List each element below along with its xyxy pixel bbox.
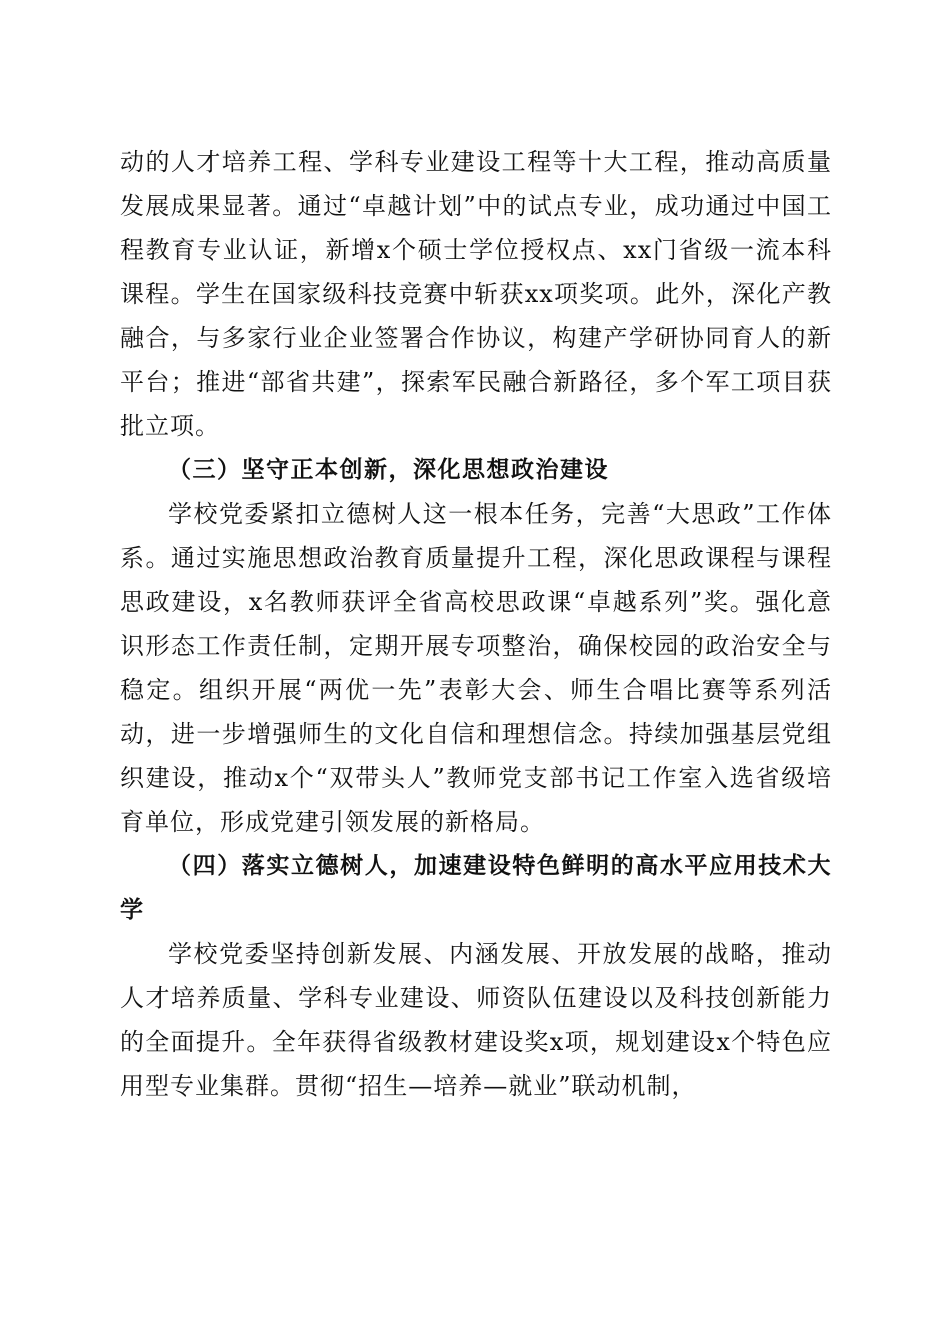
paragraph-continued: 动的人才培养工程、学科专业建设工程等十大工程，推动高质量发展成果显著。通过“卓越计划”中的试点专业，成功通过中国工程教育专业认证，新增x个硕士学位授权点、xx门省级一流本科课程。学生在国家级科技竞赛中斩获xx项奖项。此外，深化产教融合，与多家行业企业签署合作协议，构建产学研协同育人的新平台；推进“部省共建”，探索军民融合新路径，多个军工项目获批立项。: [120, 148, 832, 440]
document-body: [120, 140, 832, 1108]
section-heading-3: （三）坚守正本创新，深化思想政治建设: [168, 457, 609, 483]
paragraph-ideological-work: 学校党委紧扣立德树人这一根本任务，完善“大思政”工作体系。通过实施思想政治教育质量提升工程，深化思政课程与课程思政建设，x名教师获评全省高校思政课“卓越系列”奖。强化意识形态工作责任制，定期开展专项整治，确保校园的政治安全与稳定。组织开展“两优一先”表彰大会、师生合唱比赛等系列活动，进一步增强师生的文化自信和理想信念。持续加强基层党组织建设，推动x个“双带头人”教师党支部书记工作室入选省级培育单位，形成党建引领发展的新格局。: [120, 500, 832, 836]
paragraph-university-development: 学校党委坚持创新发展、内涵发展、开放发展的战略，推动人才培养质量、学科专业建设、师资队伍建设以及科技创新能力的全面提升。全年获得省级教材建设奖x项，规划建设x个特色应用型专业集群。贯彻“招生—培养—就业”联动机制，: [120, 940, 832, 1100]
section-heading-4: （四）落实立德树人，加速建设特色鲜明的高水平应用技术大学: [120, 853, 832, 923]
